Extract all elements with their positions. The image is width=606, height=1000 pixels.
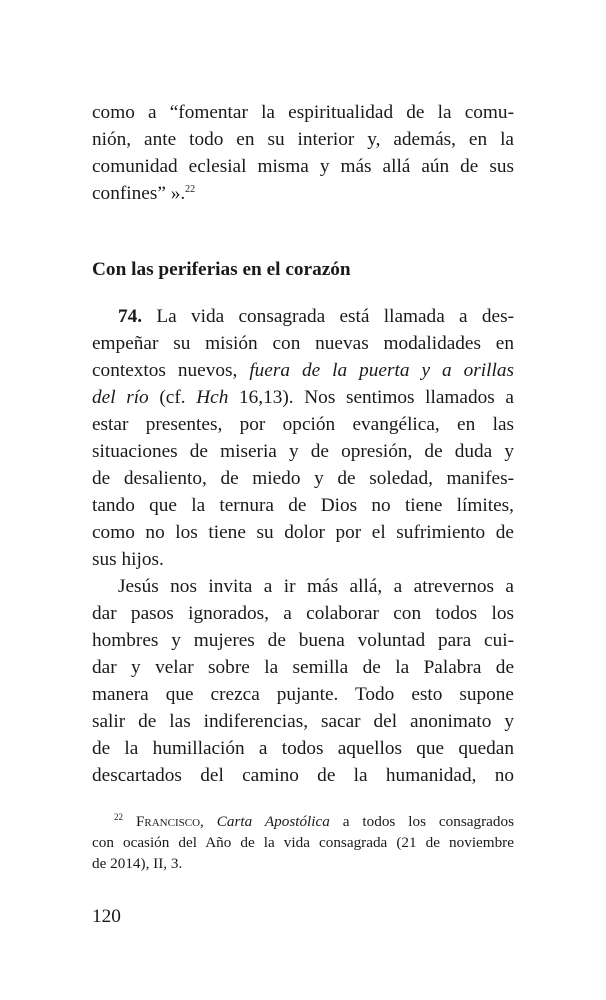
footnote-line	[92, 812, 514, 832]
paragraph-line: Jesús nos invita a ir más allá, a atrevernos a	[118, 576, 514, 597]
paragraph-line: tando que la ternura de Dios no tiene límites,	[92, 495, 514, 516]
paragraph-line: estar presentes, por opción evangélica, en las	[92, 414, 514, 435]
paragraph-line	[92, 304, 514, 330]
paragraph-line: de desaliento, de miedo y de soledad, manifes-	[92, 468, 514, 489]
footnote-author: Francisco,	[135, 813, 204, 830]
paragraph-line: salir de las indiferencias, sacar del anonimato y	[92, 711, 514, 732]
footnote-reference: 22	[185, 184, 196, 195]
footnote-line: con ocasión del Año de la vida consagrada (21 de noviembre	[92, 834, 514, 851]
paragraph-line: empeñar su misión con nuevas modalidades en	[92, 333, 514, 354]
paragraph-text: confines” ».	[92, 183, 186, 204]
paragraph-line: comunidad eclesial misma y más allá aún de sus	[92, 156, 514, 177]
paragraph-line	[92, 385, 514, 411]
paragraph-text: (cf.	[148, 387, 197, 408]
page-number: 120	[92, 906, 121, 927]
paragraph-line: manera que crezca pujante. Todo esto supone	[92, 684, 514, 705]
paragraph-line: descartados del camino de la humanidad, no	[92, 765, 514, 786]
paragraph-line: dar pasos ignorados, a colaborar con todos los	[92, 603, 514, 624]
paragraph-line: dar y velar sobre la semilla de la Palabra de	[92, 657, 514, 678]
italic-quote: fuera de la puerta y a orillas	[249, 360, 515, 381]
paragraph-line: como no los tiene su dolor por el sufrimiento de	[92, 522, 514, 543]
paragraph-line	[92, 358, 514, 384]
paragraph-line: nión, ante todo en su interior y, además, en la	[92, 129, 514, 150]
bible-reference: Hch	[196, 387, 229, 408]
paragraph-text: La vida consagrada está llamada a des-	[142, 306, 514, 327]
footnote-text: a todos los consagrados	[329, 813, 515, 830]
paragraph-text: 16,13). Nos sentimos llamados a	[228, 387, 514, 408]
italic-quote: del río	[92, 387, 149, 408]
paragraph-number: 74.	[118, 306, 143, 327]
paragraph-line: hombres y mujeres de buena voluntad para cui-	[92, 630, 514, 651]
paragraph-line: sus hijos.	[92, 549, 164, 570]
footnote-line: de 2014), II, 3.	[92, 855, 183, 872]
footnote-title: Carta Apostólica	[216, 813, 330, 830]
paragraph-line: de la humillación a todos aquellos que quedan	[92, 738, 514, 759]
paragraph-line: situaciones de miseria y de opresión, de duda y	[92, 441, 514, 462]
footnote-number: 22	[114, 812, 123, 822]
paragraph-line	[92, 181, 514, 207]
paragraph-text: contextos nuevos,	[92, 360, 250, 381]
section-heading: Con las periferias en el corazón	[92, 259, 351, 280]
paragraph-line: como a “fomentar la espiritualidad de la comu-	[92, 102, 514, 123]
